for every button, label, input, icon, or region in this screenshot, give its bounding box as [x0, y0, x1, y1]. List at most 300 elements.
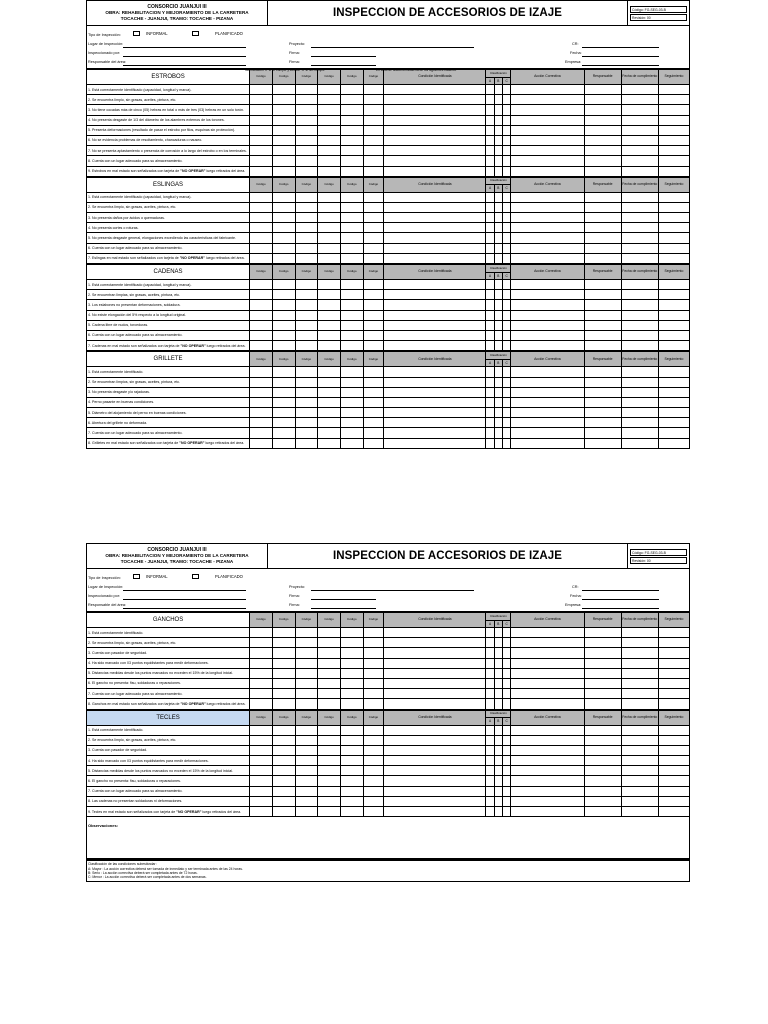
- input-cell[interactable]: [486, 689, 494, 699]
- input-cell[interactable]: [384, 280, 486, 290]
- input-cell[interactable]: [363, 377, 384, 387]
- input-cell[interactable]: [384, 699, 486, 709]
- input-cell[interactable]: [250, 735, 273, 745]
- input-cell[interactable]: [384, 192, 486, 202]
- input-cell[interactable]: [511, 699, 584, 709]
- input-cell[interactable]: [250, 135, 273, 145]
- input-cell[interactable]: [584, 135, 621, 145]
- input-cell[interactable]: [511, 745, 584, 755]
- input-cell[interactable]: [318, 95, 341, 105]
- input-cell[interactable]: [340, 397, 363, 407]
- input-cell[interactable]: [494, 135, 502, 145]
- input-cell[interactable]: [363, 387, 384, 397]
- input-cell[interactable]: [621, 115, 658, 125]
- input-cell[interactable]: [511, 628, 584, 638]
- input-cell[interactable]: [363, 766, 384, 776]
- input-cell[interactable]: [502, 223, 510, 233]
- input-cell[interactable]: [502, 280, 510, 290]
- input-cell[interactable]: [502, 668, 510, 678]
- input-cell[interactable]: [384, 796, 486, 806]
- input-cell[interactable]: [250, 166, 273, 176]
- input-cell[interactable]: [318, 135, 341, 145]
- input-cell[interactable]: [494, 243, 502, 253]
- input-cell[interactable]: [272, 418, 295, 428]
- input-cell[interactable]: [511, 678, 584, 688]
- input-cell[interactable]: [272, 95, 295, 105]
- input-cell[interactable]: [340, 699, 363, 709]
- input-cell[interactable]: [250, 387, 273, 397]
- input-cell[interactable]: [340, 330, 363, 340]
- input-cell[interactable]: [658, 807, 689, 817]
- input-cell[interactable]: [340, 95, 363, 105]
- input-cell[interactable]: [511, 135, 584, 145]
- input-cell[interactable]: [658, 699, 689, 709]
- input-cell[interactable]: [340, 341, 363, 351]
- input-cell[interactable]: [272, 786, 295, 796]
- input-cell[interactable]: [584, 330, 621, 340]
- input-cell[interactable]: [584, 290, 621, 300]
- input-cell[interactable]: [502, 438, 510, 448]
- input-cell[interactable]: [584, 678, 621, 688]
- input-cell[interactable]: [250, 213, 273, 223]
- input-cell[interactable]: [363, 223, 384, 233]
- input-cell[interactable]: [494, 330, 502, 340]
- input-cell[interactable]: [511, 85, 584, 95]
- input-cell[interactable]: [494, 367, 502, 377]
- input-cell[interactable]: [272, 192, 295, 202]
- input-cell[interactable]: [486, 223, 494, 233]
- input-cell[interactable]: [340, 786, 363, 796]
- input-cell[interactable]: [494, 628, 502, 638]
- input-cell[interactable]: [295, 408, 318, 418]
- input-cell[interactable]: [250, 756, 273, 766]
- input-cell[interactable]: [486, 418, 494, 428]
- input-cell[interactable]: [340, 202, 363, 212]
- input-cell[interactable]: [486, 330, 494, 340]
- input-cell[interactable]: [621, 95, 658, 105]
- input-cell[interactable]: [494, 438, 502, 448]
- input-cell[interactable]: [384, 387, 486, 397]
- input-cell[interactable]: [511, 776, 584, 786]
- input-cell[interactable]: [295, 776, 318, 786]
- input-cell[interactable]: [658, 387, 689, 397]
- input-cell[interactable]: [502, 233, 510, 243]
- input-cell[interactable]: [384, 85, 486, 95]
- input-cell[interactable]: [250, 766, 273, 776]
- input-cell[interactable]: [584, 367, 621, 377]
- input-cell[interactable]: [363, 330, 384, 340]
- input-cell[interactable]: [486, 725, 494, 735]
- input-cell[interactable]: [494, 418, 502, 428]
- input-cell[interactable]: [340, 300, 363, 310]
- input-cell[interactable]: [295, 796, 318, 806]
- input-cell[interactable]: [511, 280, 584, 290]
- input-cell[interactable]: [621, 156, 658, 166]
- inspected-by-field-2[interactable]: [123, 599, 246, 600]
- input-cell[interactable]: [584, 776, 621, 786]
- cr-field-2[interactable]: [582, 590, 659, 591]
- input-cell[interactable]: [250, 341, 273, 351]
- input-cell[interactable]: [384, 735, 486, 745]
- input-cell[interactable]: [658, 95, 689, 105]
- input-cell[interactable]: [502, 397, 510, 407]
- input-cell[interactable]: [494, 766, 502, 776]
- input-cell[interactable]: [621, 428, 658, 438]
- input-cell[interactable]: [584, 699, 621, 709]
- input-cell[interactable]: [250, 658, 273, 668]
- input-cell[interactable]: [250, 300, 273, 310]
- input-cell[interactable]: [363, 300, 384, 310]
- input-cell[interactable]: [511, 253, 584, 263]
- input-cell[interactable]: [295, 756, 318, 766]
- input-cell[interactable]: [584, 438, 621, 448]
- input-cell[interactable]: [494, 735, 502, 745]
- input-cell[interactable]: [340, 766, 363, 776]
- input-cell[interactable]: [384, 807, 486, 817]
- input-cell[interactable]: [363, 699, 384, 709]
- input-cell[interactable]: [250, 689, 273, 699]
- input-cell[interactable]: [621, 243, 658, 253]
- input-cell[interactable]: [502, 320, 510, 330]
- input-cell[interactable]: [502, 135, 510, 145]
- input-cell[interactable]: [658, 330, 689, 340]
- input-cell[interactable]: [658, 85, 689, 95]
- input-cell[interactable]: [295, 202, 318, 212]
- input-cell[interactable]: [384, 658, 486, 668]
- input-cell[interactable]: [621, 135, 658, 145]
- input-cell[interactable]: [384, 300, 486, 310]
- input-cell[interactable]: [384, 628, 486, 638]
- input-cell[interactable]: [511, 202, 584, 212]
- input-cell[interactable]: [318, 341, 341, 351]
- input-cell[interactable]: [272, 648, 295, 658]
- input-cell[interactable]: [486, 735, 494, 745]
- input-cell[interactable]: [511, 756, 584, 766]
- input-cell[interactable]: [272, 105, 295, 115]
- input-cell[interactable]: [272, 745, 295, 755]
- area-manager-field[interactable]: [123, 65, 246, 66]
- input-cell[interactable]: [658, 756, 689, 766]
- input-cell[interactable]: [384, 341, 486, 351]
- input-cell[interactable]: [295, 300, 318, 310]
- input-cell[interactable]: [494, 300, 502, 310]
- input-cell[interactable]: [621, 725, 658, 735]
- input-cell[interactable]: [363, 125, 384, 135]
- input-cell[interactable]: [621, 125, 658, 135]
- input-cell[interactable]: [384, 233, 486, 243]
- input-cell[interactable]: [502, 367, 510, 377]
- input-cell[interactable]: [502, 300, 510, 310]
- input-cell[interactable]: [486, 213, 494, 223]
- input-cell[interactable]: [511, 725, 584, 735]
- input-cell[interactable]: [494, 668, 502, 678]
- input-cell[interactable]: [584, 253, 621, 263]
- input-cell[interactable]: [340, 310, 363, 320]
- input-cell[interactable]: [384, 135, 486, 145]
- input-cell[interactable]: [272, 735, 295, 745]
- input-cell[interactable]: [340, 658, 363, 668]
- input-cell[interactable]: [486, 310, 494, 320]
- input-cell[interactable]: [272, 85, 295, 95]
- input-cell[interactable]: [502, 776, 510, 786]
- input-cell[interactable]: [621, 320, 658, 330]
- signature-field-4[interactable]: [311, 608, 376, 609]
- input-cell[interactable]: [502, 735, 510, 745]
- input-cell[interactable]: [658, 786, 689, 796]
- input-cell[interactable]: [486, 387, 494, 397]
- input-cell[interactable]: [502, 796, 510, 806]
- input-cell[interactable]: [363, 756, 384, 766]
- input-cell[interactable]: [363, 290, 384, 300]
- input-cell[interactable]: [250, 418, 273, 428]
- input-cell[interactable]: [486, 648, 494, 658]
- input-cell[interactable]: [318, 735, 341, 745]
- input-cell[interactable]: [363, 213, 384, 223]
- input-cell[interactable]: [272, 776, 295, 786]
- input-cell[interactable]: [658, 341, 689, 351]
- input-cell[interactable]: [250, 796, 273, 806]
- date-field-2[interactable]: [582, 599, 659, 600]
- company-field-2[interactable]: [582, 608, 659, 609]
- input-cell[interactable]: [250, 125, 273, 135]
- input-cell[interactable]: [250, 699, 273, 709]
- input-cell[interactable]: [584, 408, 621, 418]
- input-cell[interactable]: [272, 243, 295, 253]
- input-cell[interactable]: [658, 166, 689, 176]
- input-cell[interactable]: [340, 290, 363, 300]
- input-cell[interactable]: [384, 95, 486, 105]
- input-cell[interactable]: [295, 689, 318, 699]
- input-cell[interactable]: [658, 628, 689, 638]
- input-cell[interactable]: [621, 192, 658, 202]
- input-cell[interactable]: [272, 807, 295, 817]
- input-cell[interactable]: [486, 699, 494, 709]
- input-cell[interactable]: [340, 678, 363, 688]
- input-cell[interactable]: [621, 85, 658, 95]
- input-cell[interactable]: [486, 125, 494, 135]
- input-cell[interactable]: [486, 280, 494, 290]
- input-cell[interactable]: [272, 377, 295, 387]
- input-cell[interactable]: [658, 320, 689, 330]
- input-cell[interactable]: [295, 735, 318, 745]
- input-cell[interactable]: [502, 166, 510, 176]
- input-cell[interactable]: [658, 766, 689, 776]
- input-cell[interactable]: [584, 192, 621, 202]
- input-cell[interactable]: [272, 689, 295, 699]
- input-cell[interactable]: [584, 786, 621, 796]
- input-cell[interactable]: [250, 280, 273, 290]
- input-cell[interactable]: [295, 438, 318, 448]
- input-cell[interactable]: [384, 367, 486, 377]
- input-cell[interactable]: [486, 776, 494, 786]
- input-cell[interactable]: [384, 125, 486, 135]
- input-cell[interactable]: [250, 115, 273, 125]
- input-cell[interactable]: [272, 125, 295, 135]
- input-cell[interactable]: [318, 146, 341, 156]
- input-cell[interactable]: [340, 776, 363, 786]
- input-cell[interactable]: [658, 658, 689, 668]
- input-cell[interactable]: [295, 387, 318, 397]
- input-cell[interactable]: [621, 699, 658, 709]
- input-cell[interactable]: [584, 95, 621, 105]
- input-cell[interactable]: [486, 658, 494, 668]
- input-cell[interactable]: [363, 253, 384, 263]
- input-cell[interactable]: [340, 377, 363, 387]
- input-cell[interactable]: [250, 290, 273, 300]
- input-cell[interactable]: [272, 428, 295, 438]
- input-cell[interactable]: [658, 725, 689, 735]
- input-cell[interactable]: [511, 377, 584, 387]
- input-cell[interactable]: [363, 786, 384, 796]
- input-cell[interactable]: [272, 202, 295, 212]
- input-cell[interactable]: [363, 668, 384, 678]
- input-cell[interactable]: [295, 223, 318, 233]
- input-cell[interactable]: [318, 320, 341, 330]
- input-cell[interactable]: [621, 233, 658, 243]
- input-cell[interactable]: [621, 202, 658, 212]
- input-cell[interactable]: [363, 796, 384, 806]
- input-cell[interactable]: [584, 341, 621, 351]
- input-cell[interactable]: [658, 689, 689, 699]
- input-cell[interactable]: [340, 280, 363, 290]
- input-cell[interactable]: [502, 689, 510, 699]
- input-cell[interactable]: [511, 428, 584, 438]
- input-cell[interactable]: [272, 156, 295, 166]
- input-cell[interactable]: [502, 192, 510, 202]
- input-cell[interactable]: [511, 300, 584, 310]
- date-field[interactable]: [582, 56, 659, 57]
- input-cell[interactable]: [584, 146, 621, 156]
- company-field[interactable]: [582, 65, 659, 66]
- input-cell[interactable]: [384, 766, 486, 776]
- input-cell[interactable]: [272, 766, 295, 776]
- input-cell[interactable]: [621, 735, 658, 745]
- input-cell[interactable]: [621, 628, 658, 638]
- input-cell[interactable]: [384, 428, 486, 438]
- input-cell[interactable]: [295, 418, 318, 428]
- input-cell[interactable]: [658, 638, 689, 648]
- input-cell[interactable]: [486, 756, 494, 766]
- input-cell[interactable]: [318, 766, 341, 776]
- input-cell[interactable]: [318, 668, 341, 678]
- input-cell[interactable]: [621, 786, 658, 796]
- input-cell[interactable]: [502, 146, 510, 156]
- input-cell[interactable]: [494, 125, 502, 135]
- input-cell[interactable]: [621, 638, 658, 648]
- input-cell[interactable]: [340, 725, 363, 735]
- input-cell[interactable]: [584, 756, 621, 766]
- input-cell[interactable]: [486, 807, 494, 817]
- input-cell[interactable]: [250, 202, 273, 212]
- input-cell[interactable]: [250, 310, 273, 320]
- input-cell[interactable]: [384, 776, 486, 786]
- input-cell[interactable]: [494, 341, 502, 351]
- input-cell[interactable]: [511, 648, 584, 658]
- input-cell[interactable]: [494, 648, 502, 658]
- input-cell[interactable]: [621, 418, 658, 428]
- input-cell[interactable]: [272, 367, 295, 377]
- input-cell[interactable]: [384, 438, 486, 448]
- input-cell[interactable]: [295, 95, 318, 105]
- input-cell[interactable]: [272, 310, 295, 320]
- input-cell[interactable]: [584, 202, 621, 212]
- input-cell[interactable]: [318, 202, 341, 212]
- input-cell[interactable]: [295, 166, 318, 176]
- input-cell[interactable]: [340, 223, 363, 233]
- input-cell[interactable]: [502, 678, 510, 688]
- input-cell[interactable]: [494, 756, 502, 766]
- input-cell[interactable]: [340, 745, 363, 755]
- input-cell[interactable]: [658, 735, 689, 745]
- input-cell[interactable]: [250, 648, 273, 658]
- input-cell[interactable]: [363, 115, 384, 125]
- input-cell[interactable]: [511, 310, 584, 320]
- input-cell[interactable]: [494, 658, 502, 668]
- input-cell[interactable]: [494, 387, 502, 397]
- input-cell[interactable]: [621, 223, 658, 233]
- input-cell[interactable]: [272, 638, 295, 648]
- input-cell[interactable]: [584, 300, 621, 310]
- input-cell[interactable]: [340, 428, 363, 438]
- input-cell[interactable]: [318, 387, 341, 397]
- input-cell[interactable]: [511, 367, 584, 377]
- input-cell[interactable]: [511, 166, 584, 176]
- input-cell[interactable]: [295, 807, 318, 817]
- input-cell[interactable]: [486, 341, 494, 351]
- input-cell[interactable]: [250, 330, 273, 340]
- input-cell[interactable]: [494, 233, 502, 243]
- observations-box[interactable]: [86, 817, 690, 859]
- signature-field-3[interactable]: [311, 599, 376, 600]
- input-cell[interactable]: [363, 146, 384, 156]
- input-cell[interactable]: [340, 243, 363, 253]
- input-cell[interactable]: [494, 689, 502, 699]
- input-cell[interactable]: [584, 668, 621, 678]
- input-cell[interactable]: [340, 115, 363, 125]
- input-cell[interactable]: [363, 202, 384, 212]
- input-cell[interactable]: [384, 678, 486, 688]
- input-cell[interactable]: [584, 428, 621, 438]
- input-cell[interactable]: [502, 428, 510, 438]
- input-cell[interactable]: [621, 756, 658, 766]
- input-cell[interactable]: [272, 135, 295, 145]
- input-cell[interactable]: [363, 85, 384, 95]
- input-cell[interactable]: [502, 243, 510, 253]
- input-cell[interactable]: [511, 766, 584, 776]
- input-cell[interactable]: [295, 648, 318, 658]
- input-cell[interactable]: [250, 105, 273, 115]
- input-cell[interactable]: [486, 638, 494, 648]
- input-cell[interactable]: [494, 397, 502, 407]
- input-cell[interactable]: [621, 300, 658, 310]
- input-cell[interactable]: [502, 341, 510, 351]
- input-cell[interactable]: [486, 438, 494, 448]
- input-cell[interactable]: [621, 166, 658, 176]
- input-cell[interactable]: [318, 408, 341, 418]
- input-cell[interactable]: [272, 166, 295, 176]
- input-cell[interactable]: [250, 745, 273, 755]
- input-cell[interactable]: [658, 668, 689, 678]
- input-cell[interactable]: [621, 341, 658, 351]
- input-cell[interactable]: [384, 166, 486, 176]
- input-cell[interactable]: [340, 85, 363, 95]
- input-cell[interactable]: [584, 766, 621, 776]
- input-cell[interactable]: [250, 807, 273, 817]
- input-cell[interactable]: [272, 290, 295, 300]
- input-cell[interactable]: [363, 135, 384, 145]
- input-cell[interactable]: [272, 223, 295, 233]
- input-cell[interactable]: [511, 95, 584, 105]
